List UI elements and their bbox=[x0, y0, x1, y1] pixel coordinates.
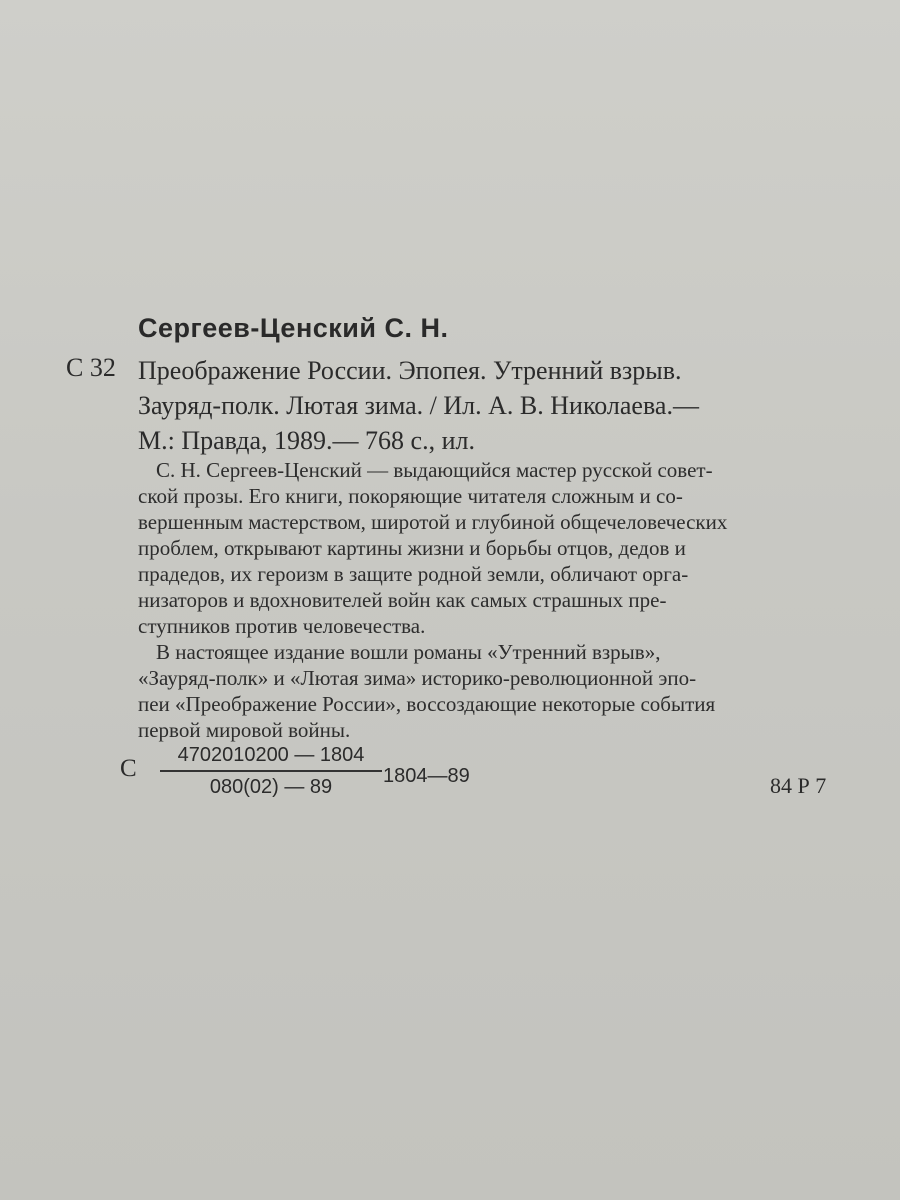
annotation-line: С. Н. Сергеев-Ценский — выдающийся мастер русской совет- bbox=[156, 458, 713, 482]
index-letter: С bbox=[120, 755, 137, 782]
annotation-line: прадедов, их героизм в защите родной земли, обличают орга- bbox=[138, 562, 689, 586]
annotation-line: проблем, открывают картины жизни и борьбы отцов, дедов и bbox=[138, 536, 686, 560]
annotation-line: «Зауряд-полк» и «Лютая зима» историко-революционной эпо- bbox=[138, 666, 697, 690]
annotation bbox=[138, 457, 858, 743]
author-heading: Сергеев-Ценский С. Н. bbox=[138, 313, 449, 343]
annotation-line: пеи «Преображение России», воссоздающие некоторые события bbox=[138, 692, 716, 716]
index-numerator: 4702010200 — 1804 bbox=[160, 744, 382, 772]
index-fraction bbox=[160, 744, 382, 799]
bbk-code: 84 Р 7 bbox=[770, 773, 827, 798]
bibliographic-description bbox=[138, 353, 858, 458]
index-denominator: 080(02) — 89 bbox=[209, 776, 333, 798]
annotation-line: ступников против человечества. bbox=[138, 614, 426, 638]
catalog-code: С 32 bbox=[66, 353, 116, 382]
annotation-line: низаторов и вдохновителей войн как самых страшных пре- bbox=[138, 588, 667, 612]
annotation-line: В настоящее издание вошли романы «Утренний взрыв», bbox=[156, 640, 661, 664]
bib-line: Зауряд-полк. Лютая зима. / Ил. А. В. Николаева.— bbox=[138, 391, 699, 420]
index-suffix: 1804—89 bbox=[383, 765, 470, 787]
bib-line: М.: Правда, 1989.— 768 с., ил. bbox=[138, 426, 475, 455]
annotation-line: ской прозы. Его книги, покоряющие читателя сложным и со- bbox=[138, 484, 683, 508]
annotation-line: вершенным мастерством, широтой и глубиной общечеловеческих bbox=[138, 510, 728, 534]
annotation-line: первой мировой войны. bbox=[138, 718, 351, 742]
bib-line: Преображение России. Эпопея. Утренний взрыв. bbox=[138, 356, 682, 385]
